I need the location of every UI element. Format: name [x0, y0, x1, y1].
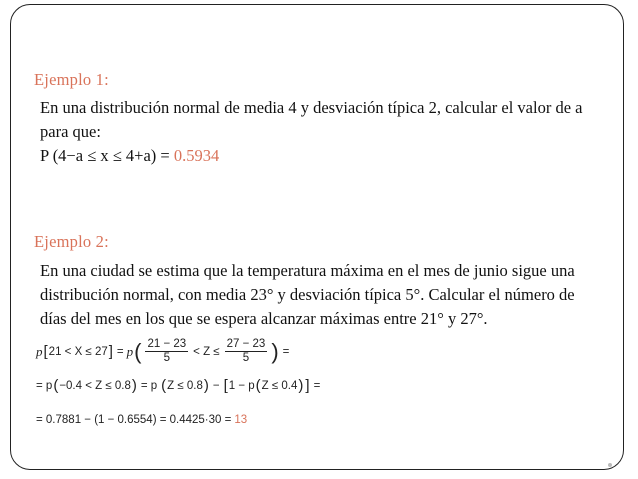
eq2-close-bracket: ] [305, 377, 310, 394]
example2-text-line1: En una ciudad se estima que la temperatura máxima en el mes de junio sigue una [40, 261, 575, 280]
eq2-open-paren-2: ( [161, 377, 167, 394]
eq2-tail: = [313, 379, 321, 392]
equation-line-1 [36, 338, 289, 365]
eq1-tail: = [282, 345, 290, 358]
eq2-part1: −0.4 < Z ≤ 0.8 [59, 379, 131, 392]
eq1-p2: p [126, 343, 134, 359]
eq1-equals: = [116, 345, 124, 358]
eq1-frac2-den: 5 [242, 352, 250, 364]
example1-formula-line [40, 144, 620, 168]
example1-text [40, 96, 620, 168]
equation-line-3 [36, 414, 247, 426]
eq2-close-paren-1: ) [131, 377, 137, 394]
eq2-minus: − [212, 379, 220, 392]
eq1-inequality: < Z ≤ [193, 345, 220, 358]
example2-text [40, 259, 620, 331]
eq2-inner: 1 − p [228, 379, 255, 392]
eq1-close-bracket: ] [108, 343, 113, 360]
equation-line-2 [36, 378, 320, 393]
example1-result: 0.5934 [173, 146, 220, 165]
eq1-close-paren: ) [271, 338, 279, 364]
slide-corner-dot [608, 463, 612, 467]
example1-text-line2: para que: [40, 122, 101, 141]
eq1-frac1-den: 5 [163, 352, 170, 364]
eq1-open-paren: ( [134, 338, 142, 364]
eq2-open-bracket: [ [223, 377, 228, 394]
eq2-close-paren-3: ) [298, 377, 304, 394]
eq2-eq: = p [140, 379, 158, 392]
eq1-p1: p [36, 343, 43, 359]
example1-formula: P (4−a ≤ x ≤ 4+a) = [40, 146, 174, 165]
eq2-part3: Z ≤ 0.4 [261, 379, 298, 392]
example2-heading: Ejemplo 2: [34, 232, 109, 251]
eq1-frac1-num: 21 − 23 [147, 338, 187, 350]
eq2-open-paren-3: ( [255, 377, 261, 394]
eq2-lead: = p [36, 379, 53, 392]
eq1-open-bracket: [ [43, 343, 48, 360]
eq3-text: = 0.7881 − (1 − 0.6554) = 0.4425·30 = [36, 414, 232, 426]
eq2-close-paren-2: ) [203, 377, 209, 394]
example2-text-line2: distribución normal, con media 23° y desviación típica 5°. Calcular el número de [40, 285, 575, 304]
example2-text-line3: días del mes en los que se espera alcanzar máximas entre 21° y 27°. [40, 309, 488, 328]
example1-text-line1: En una distribución normal de media 4 y desviación típica 2, calcular el valor de a [40, 98, 583, 117]
eq2-open-paren-1: ( [53, 377, 59, 394]
eq1-frac2-num: 27 − 23 [226, 338, 266, 350]
eq2-part2: Z ≤ 0.8 [167, 379, 203, 392]
eq1-range: 21 < X ≤ 27 [48, 345, 108, 358]
eq1-fraction-2 [225, 338, 268, 365]
eq1-fraction-1 [145, 338, 188, 365]
eq3-result: 13 [234, 414, 248, 426]
example1-heading: Ejemplo 1: [34, 70, 109, 89]
